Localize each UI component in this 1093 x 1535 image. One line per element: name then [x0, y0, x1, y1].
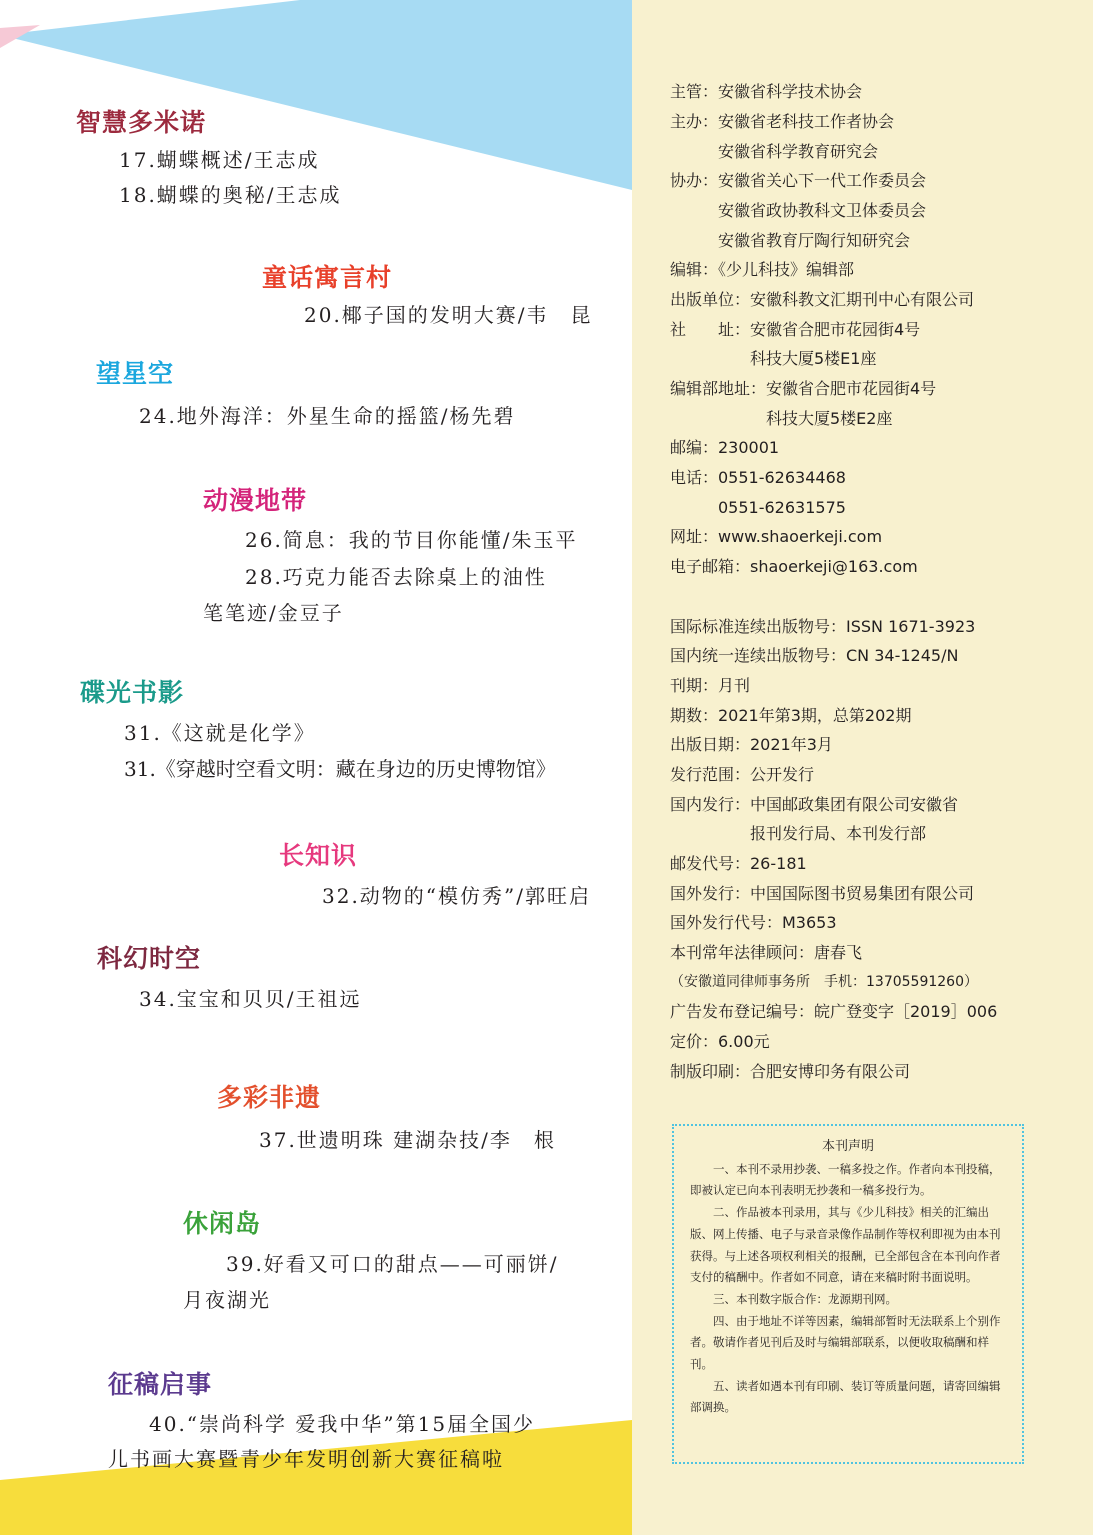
info-line: 安徽省政协教科文卫体委员会: [670, 201, 927, 220]
info-line: 定价：6.00元: [670, 1032, 770, 1051]
notice-paragraph: 五、读者如遇本刊有印刷、装订等质量问题，请寄回编辑部调换。: [690, 1378, 1001, 1415]
info-line: 安徽省教育厅陶行知研究会: [670, 231, 911, 250]
info-line: 0551-62631575: [670, 498, 846, 517]
publication-info-panel: [632, 0, 1093, 1535]
info-line: 邮编：230001: [670, 438, 780, 457]
info-line: 协办：安徽省关心下一代工作委员会: [670, 171, 927, 190]
info-line: 刊期：月刊: [670, 676, 751, 695]
section-title: 休闲岛: [183, 1209, 262, 1238]
section-title: 长知识: [279, 841, 358, 870]
info-line: 编辑：《少儿科技》编辑部: [670, 260, 855, 279]
email-link[interactable]: 电子邮箱：shaoerkeji@163.com: [670, 557, 918, 576]
notice-paragraph: 二、作品被本刊录用，其与《少儿科技》相关的汇编出版、网上传播、电子与录音录像作品制作等权利即视为由本刊获得。与上述各项权利相关的报酬，已全部包含在本刊向作者支付的稿酬中。作者如不同意，请在来稿时附书面说明。: [690, 1205, 1001, 1285]
info-line: 科技大厦5楼E2座: [670, 409, 893, 428]
notice-title: 本刊声明: [821, 1139, 874, 1154]
section-title: 童话寓言村: [262, 263, 393, 292]
toc-entry[interactable]: 37.世遗明珠 建湖杂技/李 根: [259, 1128, 556, 1152]
copyright-notice-box: [672, 1124, 1024, 1464]
info-line: （安徽道同律师事务所 手机：13705591260）: [670, 974, 978, 990]
toc-entry[interactable]: 24.地外海洋：外星生命的摇篮/杨先碧: [139, 404, 516, 428]
toc-entry[interactable]: 儿书画大赛暨青少年发明创新大赛征稿啦: [108, 1447, 504, 1471]
info-line: 安徽省科学教育研究会: [670, 142, 879, 161]
toc-entry[interactable]: 32.动物的“模仿秀”/郭旺启: [322, 884, 591, 908]
toc-entry[interactable]: 28.巧克力能否去除桌上的油性: [245, 565, 547, 589]
info-line: 国内发行：中国邮政集团有限公司安徽省: [670, 795, 959, 814]
section-title: 智慧多米诺: [76, 108, 207, 137]
notice-paragraph: 四、由于地址不详等因素，编辑部暂时无法联系上个别作者。敬请作者见刊后及时与编辑部联系，以便收取稿酬和样刊。: [690, 1313, 1001, 1372]
toc-entry[interactable]: 月夜湖光: [183, 1288, 271, 1312]
info-line: 电话：0551-62634468: [670, 468, 846, 487]
info-line: 主管：安徽省科学技术协会: [670, 82, 863, 101]
info-line: 本刊常年法律顾问：唐春飞: [670, 943, 863, 962]
section-title: 科幻时空: [97, 944, 202, 973]
info-line: 发行范围：公开发行: [670, 765, 815, 784]
website-link[interactable]: 网址：www.shaoerkeji.com: [670, 527, 883, 546]
toc-entry[interactable]: 39.好看又可口的甜点——可丽饼/: [226, 1252, 559, 1276]
section-title: 多彩非遗: [217, 1083, 322, 1112]
notice-paragraph: 一、本刊不录用抄袭、一稿多投之作。作者向本刊投稿，即被认定已向本刊表明无抄袭和一稿多投行为。: [690, 1161, 1001, 1198]
info-line: 邮发代号：26-181: [670, 854, 807, 873]
info-line: 主办：安徽省老科技工作者协会: [670, 112, 895, 131]
toc-entry[interactable]: 26.简息：我的节目你能懂/朱玉平: [245, 528, 578, 552]
section-title: 望星空: [96, 359, 175, 388]
section-title: 动漫地带: [203, 486, 308, 515]
info-line: 出版日期：2021年3月: [670, 735, 833, 754]
info-line: 期数：2021年第3期，总第202期: [670, 706, 912, 725]
info-line: 社 址：安徽省合肥市花园街4号: [670, 320, 921, 339]
toc-entry[interactable]: 31.《这就是化学》: [124, 721, 316, 745]
info-line: 编辑部地址：安徽省合肥市花园街4号: [670, 379, 937, 398]
toc-entry[interactable]: 34.宝宝和贝贝/王祖远: [139, 987, 362, 1011]
toc-entry[interactable]: 31.《穿越时空看文明：藏在身边的历史博物馆》: [124, 757, 556, 781]
notice-paragraph: 三、本刊数字版合作：龙源期刊网。: [713, 1291, 897, 1306]
toc-entry[interactable]: 18.蝴蝶的奥秘/王志成: [119, 183, 342, 207]
info-line: 国外发行代号：M3653: [670, 913, 837, 932]
toc-entry[interactable]: 17.蝴蝶概述/王志成: [119, 148, 320, 172]
section-title: 征稿启事: [108, 1370, 213, 1399]
info-line: 国外发行：中国国际图书贸易集团有限公司: [670, 884, 975, 903]
info-line: 国际标准连续出版物号：ISSN 1671-3923: [670, 617, 976, 636]
toc-entry[interactable]: 40.“崇尚科学 爱我中华”第15届全国少: [149, 1412, 536, 1436]
info-line: 广告发布登记编号：皖广登变字［2019］006: [670, 1002, 998, 1021]
info-line: 制版印刷：合肥安博印务有限公司: [670, 1062, 911, 1081]
section-title: 碟光书影: [80, 678, 185, 707]
info-line: 报刊发行局、本刊发行部: [670, 824, 927, 843]
toc-entry[interactable]: 笔笔迹/金豆子: [203, 601, 344, 625]
toc-entry[interactable]: 20.椰子国的发明大赛/韦 昆: [304, 303, 593, 327]
info-line: 出版单位：安徽科教文汇期刊中心有限公司: [670, 290, 975, 309]
info-line: 科技大厦5楼E1座: [670, 349, 877, 368]
info-line: 国内统一连续出版物号：CN 34-1245/N: [670, 646, 959, 665]
